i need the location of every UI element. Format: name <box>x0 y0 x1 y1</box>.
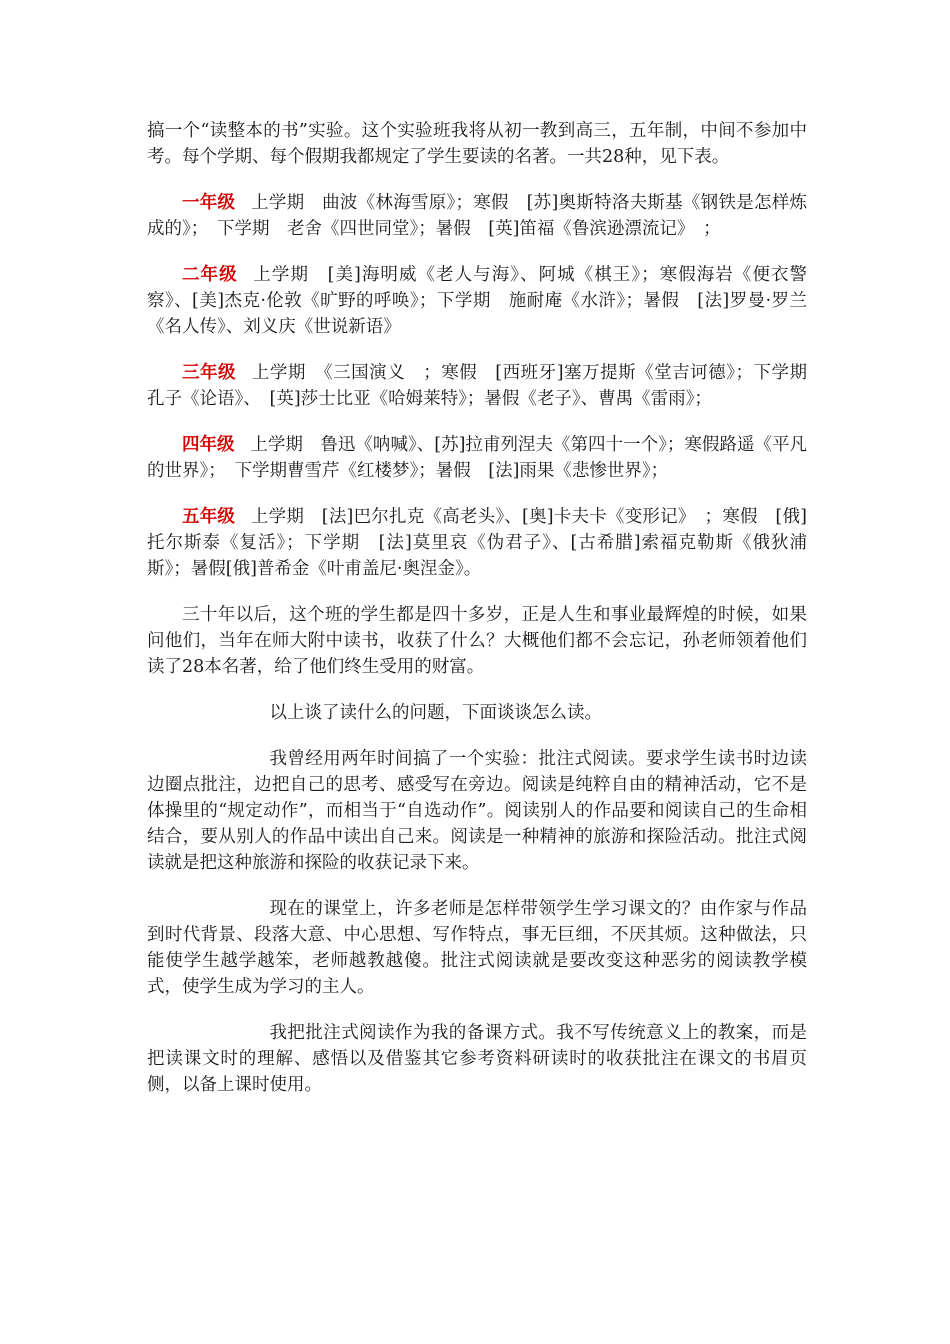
body-paragraph-transition: 以上谈了读什么的问题，下面谈谈怎么读。 <box>269 703 602 723</box>
grade-5-reading-list <box>147 504 807 582</box>
grade-label: 四年级 <box>182 435 235 455</box>
intro-paragraph: 搞一个“读整本的书”实验。这个实验班我将从初一教到高三，五年制，中间不参加中考。每个学期、每个假期我都规定了学生要读的名著。一共28种，见下表。 <box>147 121 807 167</box>
body-paragraph-lesson-prep: 我把批注式阅读作为我的备课方式。我不写传统意义上的教案，而是把读课文时的理解、感悟以及借鉴其它参考资料研读时的收获批注在课文的书眉页侧，以备上课时使用。 <box>147 1023 807 1095</box>
body-paragraph-outcome: 三十年以后，这个班的学生都是四十多岁，正是人生和事业最辉煌的时候，如果问他们，当年在师大附中读书，收获了什么？大概他们都不会忘记，孙老师领着他们读了28本名著，给了他们终生受用的财富。 <box>147 605 807 677</box>
grade-1-reading-list <box>147 190 807 242</box>
grade-books: 上学期 [美]海明威《老人与海》、阿城《棋王》；寒假海岩《便衣警察》、[美]杰克·伦敦《旷野的呼唤》；下学期 施耐庵《水浒》；暑假 [法]罗曼·罗兰《名人传》、刘义庆《世说新语》 <box>147 265 807 337</box>
grade-books: 上学期 鲁迅《呐喊》、[苏]拉甫列涅夫《第四十一个》；寒假路遥《平凡的世界》； 下学期曹雪芹《红楼梦》；暑假 [法]雨果《悲惨世界》； <box>147 435 808 481</box>
grade-label: 三年级 <box>182 363 237 383</box>
grade-label: 五年级 <box>182 507 236 527</box>
body-paragraph-classroom: 现在的课堂上，许多老师是怎样带领学生学习课文的？由作家与作品到时代背景、段落大意、中心思想、写作特点，事无巨细，不厌其烦。这种做法，只能使学生越学越笨，老师越教越傻。批注式阅读就是要改变这种恶劣的阅读教学模式，使学生成为学习的主人。 <box>147 899 807 997</box>
document-page <box>147 118 825 1118</box>
grade-label: 二年级 <box>182 265 238 285</box>
grade-books: 上学期 《三国演义 ；寒假 [西班牙]塞万提斯《堂吉诃德》；下学期 孔子《论语》、 [英]莎士比亚《哈姆莱特》；暑假《老子》、曹禺《雷雨》； <box>147 363 825 409</box>
grade-books: 上学期 曲波《林海雪原》；寒假 [苏]奥斯特洛夫斯基《钢铁是怎样炼成的》； 下学期 老舍《四世同堂》；暑假 [英]笛福《鲁滨逊漂流记》 ； <box>147 193 808 239</box>
grade-3-reading-list <box>147 360 825 412</box>
grade-label: 一年级 <box>182 193 236 213</box>
grade-4-reading-list <box>147 432 807 484</box>
grade-books: 上学期 [法]巴尔扎克《高老头》、[奥]卡夫卡《变形记》 ；寒假 [俄]托尔斯泰《复活》；下学期 [法]莫里哀《伪君子》、[古希腊]索福克勒斯《俄狄浦斯》；暑假[俄]普希金《叶甫盖尼·奥涅金》。 <box>147 507 807 579</box>
body-paragraph-annotation-experiment: 我曾经用两年时间搞了一个实验：批注式阅读。要求学生读书时边读边圈点批注，边把自己的思考、感受写在旁边。阅读是纯粹自由的精神活动，它不是体操里的“规定动作”，而相当于“自选动作”。阅读别人的作品要和阅读自己的生命相结合，要从别人的作品中读出自己来。阅读是一种精神的旅游和探险活动。批注式阅读就是把这种旅游和探险的收获记录下来。 <box>147 749 807 873</box>
grade-2-reading-list <box>147 262 807 340</box>
